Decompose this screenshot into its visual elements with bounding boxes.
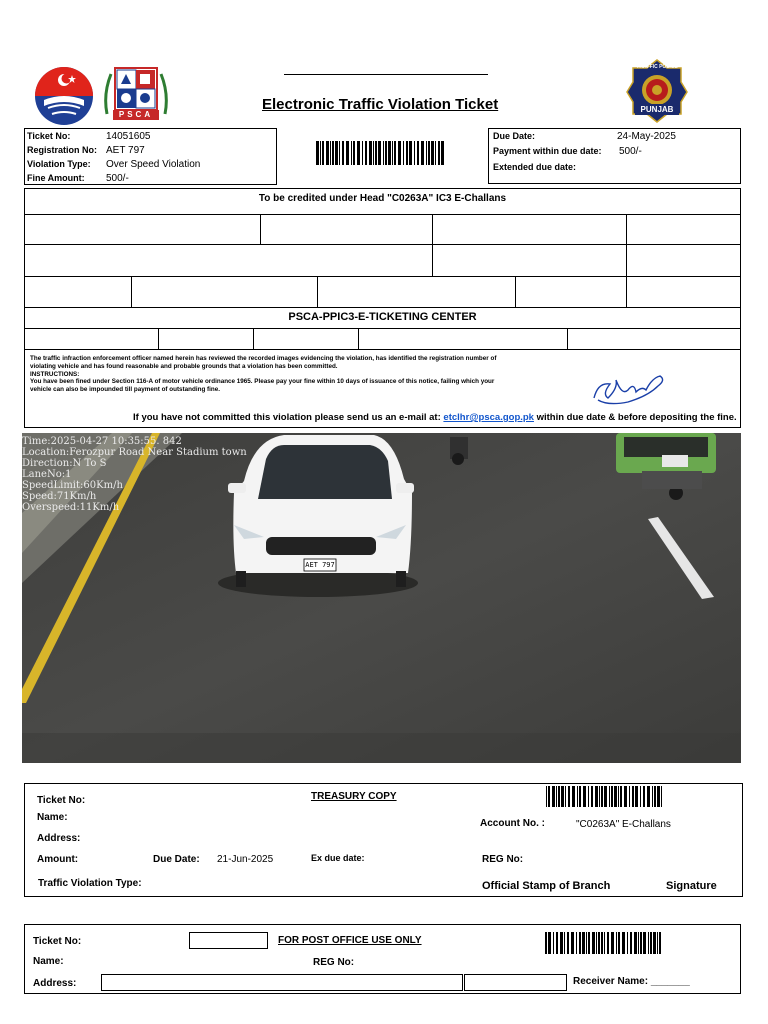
email-pre-text: If you have not committed this violation please send us an e-mail at: bbox=[133, 412, 441, 423]
barcode-bar bbox=[556, 786, 557, 807]
grid-line bbox=[24, 328, 741, 329]
barcode-bar bbox=[591, 786, 593, 807]
barcode-bar bbox=[601, 786, 603, 807]
grid-line bbox=[626, 214, 627, 244]
barcode-bar bbox=[556, 932, 558, 954]
post-office-title: FOR POST OFFICE USE ONLY bbox=[278, 935, 422, 946]
barcode-bar bbox=[579, 786, 581, 807]
officer-signature bbox=[588, 368, 672, 408]
barcode-bar bbox=[373, 141, 374, 165]
barcode-bar bbox=[629, 786, 630, 807]
grid-line bbox=[24, 349, 741, 350]
barcode-bar bbox=[592, 932, 595, 954]
barcode-bar bbox=[375, 141, 377, 165]
barcode-bar bbox=[403, 141, 404, 165]
payment-value: 500/- bbox=[619, 146, 642, 157]
barcode-bar bbox=[365, 141, 367, 165]
barcode-bar bbox=[560, 932, 563, 954]
barcode-bar bbox=[369, 141, 372, 165]
overlay-overspeed: Overspeed:11Km/h bbox=[22, 502, 120, 513]
treasury-due-date-label: Due Date: bbox=[153, 854, 200, 865]
barcode-bar bbox=[332, 141, 334, 165]
violation-value: Over Speed Violation bbox=[106, 159, 201, 170]
barcode-bar bbox=[362, 141, 363, 165]
barcode-bar bbox=[648, 932, 649, 954]
barcode-bar bbox=[383, 141, 384, 165]
barcode-treasury bbox=[546, 786, 664, 807]
barcode-bar bbox=[548, 932, 551, 954]
payment-label: Payment within due date: bbox=[493, 146, 602, 156]
traffic-logo-bottom-text: PUNJAB bbox=[640, 105, 674, 114]
barcode-bar bbox=[398, 141, 401, 165]
barcode-bar bbox=[335, 141, 338, 165]
barcode-bar bbox=[388, 141, 391, 165]
barcode-bar bbox=[627, 932, 628, 954]
barcode-bar bbox=[558, 786, 560, 807]
violation-photo bbox=[22, 433, 741, 763]
registration-label: Registration No: bbox=[27, 145, 98, 155]
post-address-field[interactable] bbox=[101, 974, 463, 991]
barcode-bar bbox=[392, 141, 393, 165]
treasury-ex-due-label: Ex due date: bbox=[311, 853, 365, 863]
barcode-bar bbox=[635, 786, 638, 807]
psca-logo-text: PSCA bbox=[118, 110, 154, 119]
notice-line: INSTRUCTIONS: bbox=[30, 370, 80, 378]
grid-line bbox=[567, 328, 568, 349]
notice-line: vehicle can also be impounded till payment of outstanding fine. bbox=[30, 386, 220, 394]
barcode-bar bbox=[588, 932, 590, 954]
barcode-bar bbox=[640, 786, 641, 807]
fine-value: 500/- bbox=[106, 173, 129, 184]
barcode-bar bbox=[624, 786, 627, 807]
barcode-bar bbox=[638, 932, 639, 954]
barcode-bar bbox=[622, 932, 625, 954]
ticket-no-label: Ticket No: bbox=[27, 131, 71, 141]
fine-label: Fine Amount: bbox=[27, 173, 85, 183]
overlay-speed: Speed:71Km/h bbox=[22, 491, 97, 502]
barcode-bar bbox=[561, 786, 564, 807]
overlay-lane: LaneNo:1 bbox=[22, 469, 72, 480]
barcode-bar bbox=[441, 141, 444, 165]
barcode-bar bbox=[650, 932, 652, 954]
barcode-bar bbox=[653, 932, 656, 954]
barcode-bar bbox=[601, 932, 604, 954]
grid-line bbox=[158, 328, 159, 349]
header-blank-line bbox=[284, 74, 488, 75]
barcode-bar bbox=[567, 932, 569, 954]
barcode-bar bbox=[320, 141, 321, 165]
treasury-due-date-value: 21-Jun-2025 bbox=[217, 854, 274, 865]
barcode-bar bbox=[611, 932, 614, 954]
violation-label: Violation Type: bbox=[27, 159, 91, 169]
barcode-bar bbox=[326, 141, 329, 165]
due-date-value: 24-May-2025 bbox=[617, 131, 676, 142]
barcode-bar bbox=[577, 786, 578, 807]
barcode-post-office bbox=[545, 932, 663, 954]
post-receiver-label: Receiver Name: _______ bbox=[573, 976, 690, 987]
barcode-bar bbox=[414, 141, 415, 165]
barcode-bar bbox=[353, 141, 355, 165]
barcode-bar bbox=[428, 141, 430, 165]
treasury-account-label: Account No. : bbox=[480, 818, 545, 829]
post-name-label: Name: bbox=[33, 956, 64, 967]
barcode-bar bbox=[599, 786, 600, 807]
barcode-bar bbox=[572, 786, 575, 807]
barcode-bar bbox=[618, 786, 619, 807]
barcode-bar bbox=[579, 932, 581, 954]
email-instruction bbox=[133, 412, 737, 423]
barcode-bar bbox=[607, 932, 609, 954]
barcode-bar bbox=[339, 141, 340, 165]
page-title: Electronic Traffic Violation Ticket bbox=[262, 96, 499, 113]
barcode-bar bbox=[545, 932, 547, 954]
barcode-bar bbox=[611, 786, 613, 807]
email-link[interactable]: etclhr@psca.gop.pk bbox=[443, 412, 534, 423]
grid-line bbox=[626, 244, 627, 276]
traffic-police-punjab-logo bbox=[625, 58, 689, 124]
notice-line: You have been fined under Section 116-A of motor vehicle ordinance 1965. Please pay your fine within 10 days of issuance of this notice, failing which your bbox=[30, 378, 495, 386]
barcode-bar bbox=[634, 932, 637, 954]
barcode-bar bbox=[588, 786, 589, 807]
treasury-signature-label: Signature bbox=[666, 880, 717, 892]
barcode-bar bbox=[604, 932, 605, 954]
treasury-name-label: Name: bbox=[37, 812, 68, 823]
notice-line: violating vehicle and has found reasonable and probable grounds that a violation has been committed. bbox=[30, 362, 338, 370]
post-ticket-no-field[interactable] bbox=[189, 932, 268, 949]
barcode-bar bbox=[630, 932, 632, 954]
barcode-bar bbox=[598, 932, 600, 954]
barcode-bar bbox=[417, 141, 419, 165]
grid-line bbox=[432, 244, 433, 276]
treasury-copy-title: TREASURY COPY bbox=[311, 791, 397, 802]
barcode-bar bbox=[346, 141, 349, 165]
barcode-bar bbox=[357, 141, 360, 165]
post-reg-label: REG No: bbox=[313, 957, 355, 968]
notice-line: The traffic infraction enforcement officer named herein has reviewed the recorded images evidencing the violation, has identified the registration number of bbox=[30, 355, 497, 362]
barcode-bar bbox=[552, 786, 555, 807]
barcode-bar bbox=[322, 141, 324, 165]
barcode-bar bbox=[553, 932, 554, 954]
barcode-bar bbox=[568, 786, 570, 807]
treasury-account-value: "C0263A" E-Challans bbox=[576, 819, 671, 830]
barcode-bar bbox=[342, 141, 344, 165]
barcode-bar bbox=[652, 786, 653, 807]
barcode-bar bbox=[647, 786, 650, 807]
barcode-bar bbox=[438, 141, 440, 165]
barcode-bar bbox=[385, 141, 387, 165]
barcode-bar bbox=[618, 932, 620, 954]
traffic-logo-top-text: TRAFFIC POLICE bbox=[636, 64, 678, 70]
treasury-address-label: Address: bbox=[37, 833, 81, 844]
credit-head-text: To be credited under Head "C0263A" IC3 E-Challans bbox=[258, 193, 507, 204]
barcode-bar bbox=[435, 141, 436, 165]
barcode-bar bbox=[643, 932, 646, 954]
barcode-bar bbox=[431, 141, 434, 165]
barcode-bar bbox=[546, 786, 547, 807]
barcode-bar bbox=[586, 932, 587, 954]
barcode-bar bbox=[421, 141, 424, 165]
barcode-bar bbox=[548, 786, 550, 807]
post-ticket-no-label: Ticket No: bbox=[33, 936, 82, 947]
barcode-bar bbox=[661, 786, 662, 807]
barcode-bar bbox=[657, 932, 658, 954]
barcode-bar bbox=[426, 141, 427, 165]
post-extra-field[interactable] bbox=[464, 974, 567, 991]
overlay-speed-limit: SpeedLimit:60Km/h bbox=[22, 480, 123, 491]
barcode-bar bbox=[330, 141, 331, 165]
treasury-ticket-no-label: Ticket No: bbox=[37, 795, 86, 806]
barcode-bar bbox=[595, 786, 598, 807]
barcode-bar bbox=[565, 786, 566, 807]
barcode-bar bbox=[632, 786, 634, 807]
barcode-bar bbox=[654, 786, 656, 807]
barcode-bar bbox=[316, 141, 319, 165]
punjab-government-logo bbox=[34, 66, 94, 126]
barcode-top bbox=[316, 141, 446, 165]
vehicle-plate-text: AET 797 bbox=[305, 561, 335, 569]
grid-line bbox=[317, 276, 318, 307]
overlay-time: Time:2025-04-27 10:35:55. 842 bbox=[22, 436, 182, 447]
barcode-bar bbox=[394, 141, 396, 165]
barcode-bar bbox=[614, 786, 617, 807]
treasury-reg-label: REG No: bbox=[482, 854, 524, 865]
treasury-violation-label: Traffic Violation Type: bbox=[38, 878, 142, 889]
barcode-bar bbox=[604, 786, 607, 807]
psca-logo bbox=[103, 64, 169, 122]
overlay-location: Location:Ferozpur Road Near Stadium town bbox=[22, 447, 247, 458]
treasury-stamp-label: Official Stamp of Branch bbox=[482, 880, 611, 892]
barcode-bar bbox=[643, 786, 645, 807]
ticketing-center-title: PSCA-PPIC3-E-TICKETING CENTER bbox=[288, 311, 477, 323]
barcode-bar bbox=[657, 786, 660, 807]
barcode-bar bbox=[406, 141, 408, 165]
barcode-bar bbox=[409, 141, 412, 165]
due-date-label: Due Date: bbox=[493, 131, 536, 141]
barcode-bar bbox=[659, 932, 661, 954]
barcode-bar bbox=[640, 932, 642, 954]
barcode-bar bbox=[596, 932, 597, 954]
barcode-bar bbox=[351, 141, 352, 165]
overlay-direction: Direction:N To S bbox=[22, 458, 107, 469]
barcode-bar bbox=[616, 932, 617, 954]
barcode-bar bbox=[564, 932, 565, 954]
treasury-amount-label: Amount: bbox=[37, 854, 79, 865]
notice-text bbox=[30, 355, 496, 394]
email-post-text: within due date & before depositing the fine. bbox=[536, 412, 737, 423]
barcode-bar bbox=[576, 932, 577, 954]
barcode-bar bbox=[571, 932, 574, 954]
grid-line bbox=[358, 328, 359, 349]
grid-line bbox=[626, 276, 627, 307]
grid-line bbox=[24, 307, 741, 308]
barcode-bar bbox=[583, 786, 586, 807]
registration-value: AET 797 bbox=[106, 145, 145, 156]
grid-line bbox=[253, 328, 254, 349]
barcode-bar bbox=[620, 786, 622, 807]
barcode-bar bbox=[378, 141, 381, 165]
grid-line bbox=[24, 214, 741, 215]
grid-line bbox=[131, 276, 132, 307]
post-address-label: Address: bbox=[33, 978, 77, 989]
ticket-no-value: 14051605 bbox=[106, 131, 151, 142]
grid-line bbox=[432, 214, 433, 244]
grid-line bbox=[24, 244, 741, 245]
grid-line bbox=[260, 214, 261, 244]
grid-line bbox=[515, 276, 516, 307]
extended-due-label: Extended due date: bbox=[493, 162, 577, 172]
barcode-bar bbox=[609, 786, 610, 807]
barcode-bar bbox=[582, 932, 585, 954]
